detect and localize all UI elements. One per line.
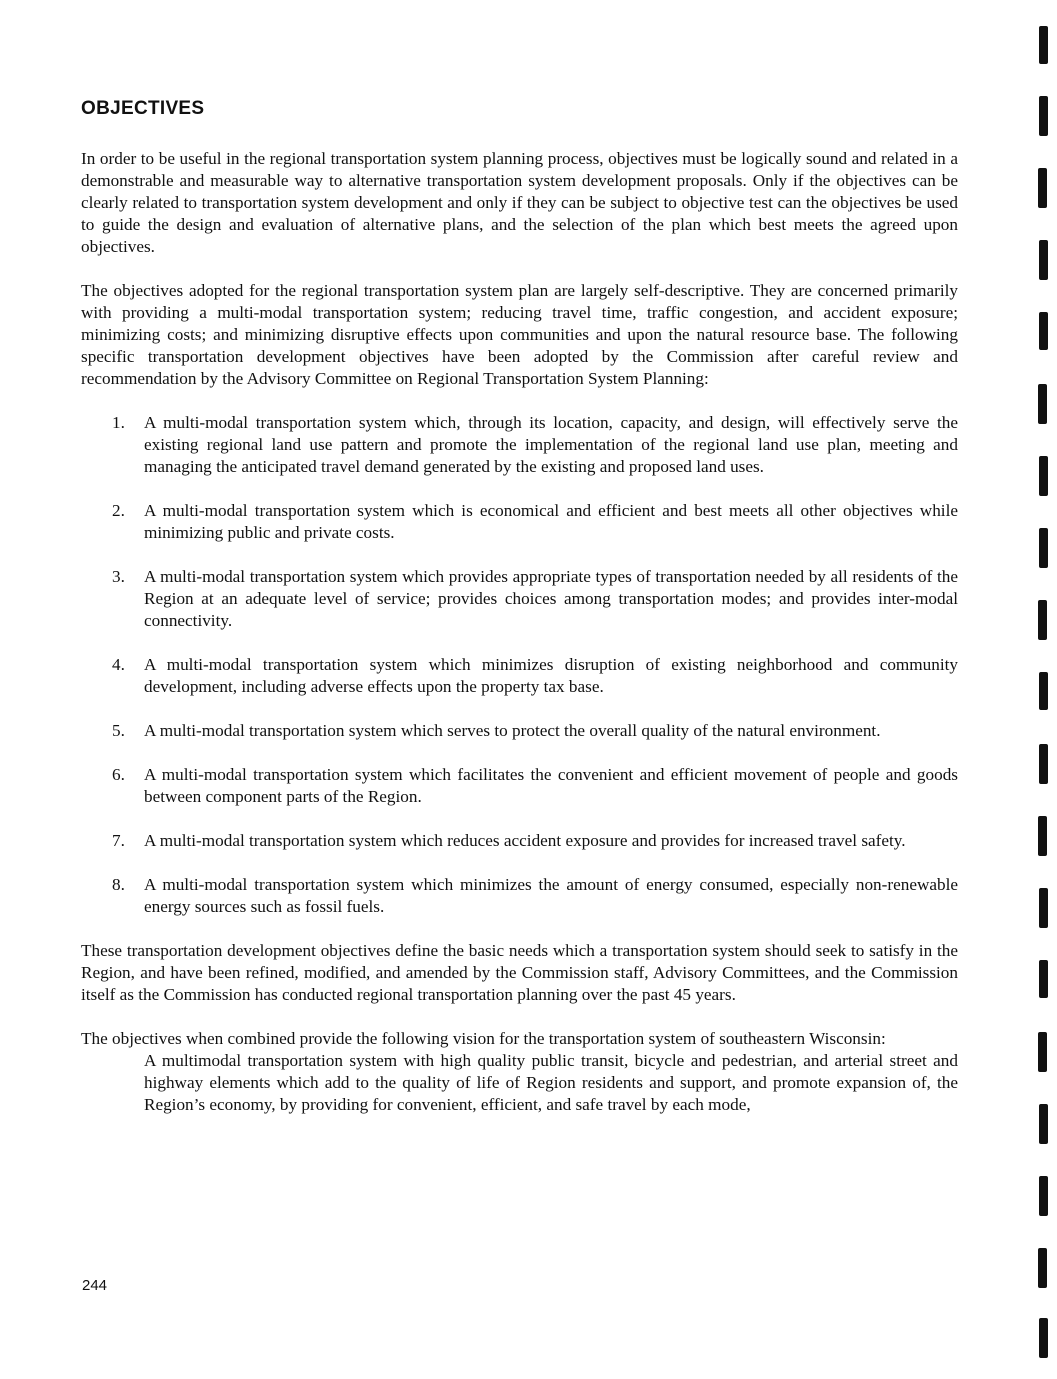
scan-mark	[1039, 1176, 1048, 1216]
closing-paragraph-1: These transportation development objectives define the basic needs which a transportation system should seek to satisfy in the Region, and have been refined, modified, and amended by the Commission staff, Advisory Committees, and the Commission itself as the Commission has conducted regional transportation planning over the past 45 years.	[81, 941, 958, 1004]
objective-text: A multi-modal transportation system which is economical and efficient and best meets all other objectives while minimizing public and private costs.	[144, 501, 958, 542]
scan-mark	[1039, 744, 1048, 784]
objective-text: A multi-modal transportation system which minimizes disruption of existing neighborhood and community development, including adverse effects upon the property tax base.	[144, 655, 958, 696]
objective-number: 2.	[112, 501, 125, 520]
scan-mark	[1039, 960, 1048, 998]
intro-paragraph-2: The objectives adopted for the regional transportation system plan are largely self-descriptive. They are concerned primarily with providing a multi-modal transportation system; reducing travel time, traffic congestion, and accident exposure; minimizing costs; and minimizing disruptive effects upon communities and upon the natural resource base. The following specific transportation development objectives have been adopted by the Commission after careful review and recommendation by the Advisory Committee on Regional Transportation System Planning:	[81, 281, 958, 388]
objective-number: 4.	[112, 655, 125, 674]
objective-item-7	[81, 830, 958, 852]
scan-mark	[1039, 1318, 1048, 1358]
scan-mark	[1038, 816, 1047, 856]
scan-mark	[1039, 26, 1048, 64]
vision-statement: A multimodal transportation system with high quality public transit, bicycle and pedestrian, and arterial street and highway elements which add to the quality of life of Region residents and support, and promote expansion of, the Region’s economy, by providing for convenient, efficient, and safe travel by each mode,	[144, 1051, 958, 1114]
closing-paragraph-2: The objectives when combined provide the following vision for the transportation system of southeastern Wisconsin:	[81, 1029, 886, 1048]
objective-item-6	[81, 764, 958, 808]
scan-mark	[1038, 384, 1047, 424]
scan-mark	[1039, 888, 1048, 928]
objective-text: A multi-modal transportation system which, through its location, capacity, and design, will effectively serve the existing regional land use pattern and promote the implementation of the regional land use plan, meeting and managing the anticipated travel demand generated by the existing and proposed land uses.	[144, 413, 958, 476]
objective-text: A multi-modal transportation system which serves to protect the overall quality of the natural environment.	[144, 721, 881, 740]
objective-number: 6.	[112, 765, 125, 784]
objective-item-4	[81, 654, 958, 698]
objective-number: 7.	[112, 831, 125, 850]
objective-item-3	[81, 566, 958, 632]
scan-mark	[1038, 168, 1047, 208]
scan-edge-marks	[1028, 0, 1057, 1379]
objective-item-1	[81, 412, 958, 478]
objective-number: 1.	[112, 413, 125, 432]
scan-mark	[1039, 456, 1048, 496]
scan-mark	[1038, 1248, 1047, 1288]
scan-mark	[1038, 1032, 1047, 1072]
page-content	[81, 98, 958, 1116]
objective-text: A multi-modal transportation system which facilitates the convenient and efficient movement of people and goods between component parts of the Region.	[144, 765, 958, 806]
scan-mark	[1039, 1104, 1048, 1144]
section-heading: OBJECTIVES	[81, 98, 205, 119]
objective-item-2	[81, 500, 958, 544]
scan-mark	[1038, 600, 1047, 640]
scan-mark	[1039, 240, 1048, 280]
objective-number: 3.	[112, 567, 125, 586]
page-number: 244	[82, 1277, 108, 1294]
scan-mark	[1039, 528, 1048, 568]
objective-number: 8.	[112, 875, 125, 894]
objective-number: 5.	[112, 721, 125, 740]
objective-text: A multi-modal transportation system which minimizes the amount of energy consumed, especially non-renewable energy sources such as fossil fuels.	[144, 875, 958, 916]
scan-mark	[1039, 312, 1048, 350]
intro-paragraph-1: In order to be useful in the regional transportation system planning process, objectives must be logically sound and related in a demonstrable and measurable way to alternative transportation system development proposals. Only if the objectives can be clearly related to transportation system development and only if they can be subject to objective test can the objectives be used to guide the design and evaluation of alternative plans, and the selection of the plan which best meets the agreed upon objectives.	[81, 149, 958, 256]
scan-mark	[1039, 672, 1048, 710]
objective-text: A multi-modal transportation system which provides appropriate types of transportation needed by all residents of the Region at an adequate level of service; provides choices among transportation modes; and provides inter-modal connectivity.	[144, 567, 958, 630]
objective-item-8	[81, 874, 958, 918]
scan-mark	[1039, 96, 1048, 136]
objective-text: A multi-modal transportation system which reduces accident exposure and provides for increased travel safety.	[144, 831, 906, 850]
objective-item-5	[81, 720, 958, 742]
objectives-list	[81, 412, 958, 918]
